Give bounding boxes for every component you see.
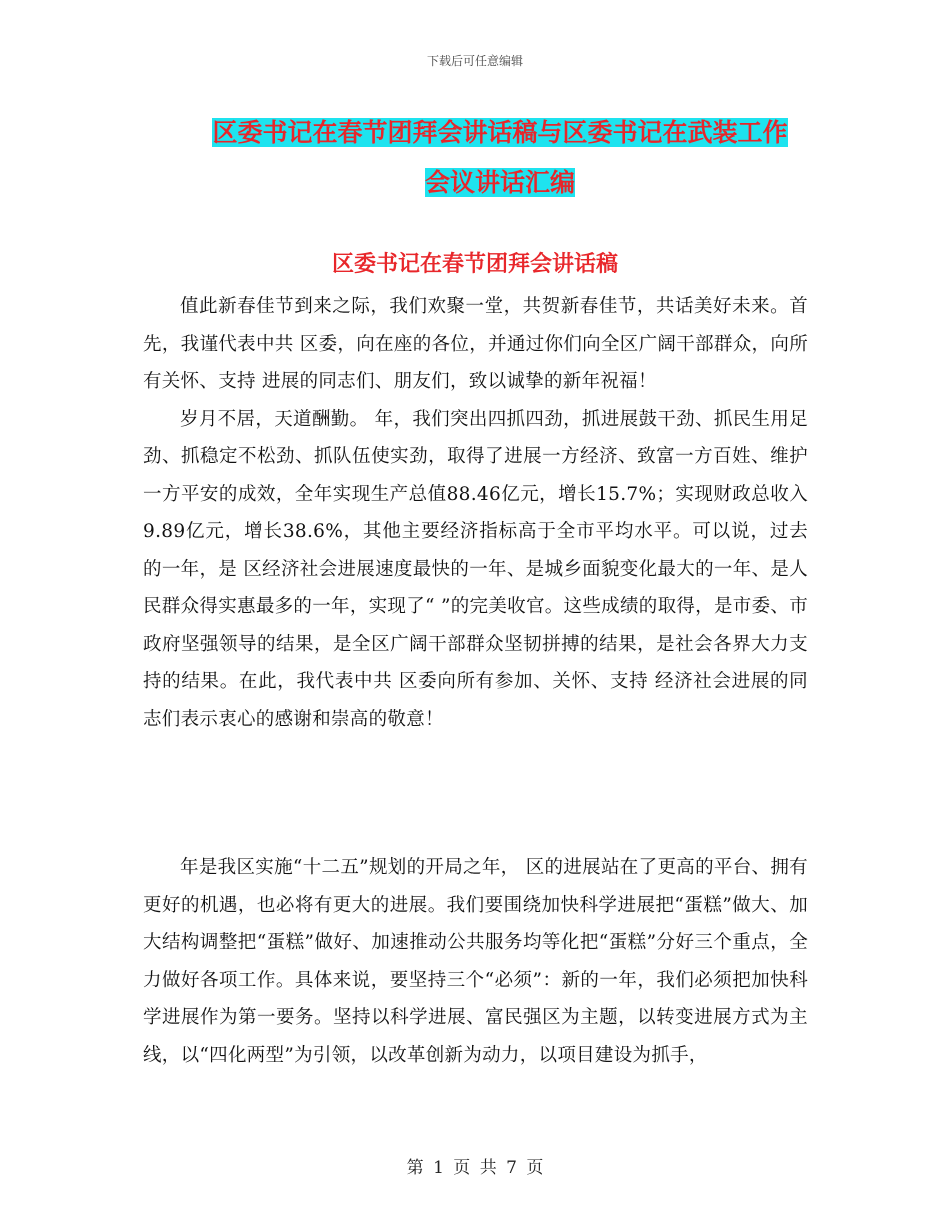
page-footer: 第 1 页 共 7 页 [406, 1158, 544, 1178]
document-title [180, 108, 820, 208]
title-line-2: 会议讲话汇编 [424, 168, 575, 197]
paragraph-3: 年是我区实施“十二五”规划的开局之年， 区的进展站在了更高的平台、拥有更好的机遇，也必将有更大的进展。我们要围绕加快科学进展把“蛋糕”做大、加大结构调整把“蛋糕”做好、加速推动公共服务均等化把“蛋糕”分好三个重点，全力做好各项工作。具体来说，要坚持三个“必须”：新的一年，我们必须把加快科学进展作为第一要务。坚持以科学进展、富民强区为主题，以转变进展方式为主线，以“四化两型”为引领，以改革创新为动力，以项目建设为抓手， [143, 857, 808, 1066]
title-line-1: 区委书记在春节团拜会讲话稿与区委书记在武装工作 [212, 118, 788, 147]
page-header: 下载后可任意编辑 [426, 54, 523, 68]
paragraph-1: 值此新春佳节到来之际，我们欢聚一堂，共贺新春佳节，共话美好未来。首先，我谨代表中共 区委，向在座的各位，并通过你们向全区广阔干部群众，向所有关怀、支持 进展的同志们、朋友们，致以诚挚的新年祝福！ [143, 296, 808, 392]
body-block-1 [143, 288, 808, 738]
paragraph-2: 岁月不居，天道酬勤。 年，我们突出四抓四劲，抓进展鼓干劲、抓民生用足劲、抓稳定不松劲、抓队伍使实劲，取得了进展一方经济、致富一方百姓、维护一方平安的成效，全年实现生产总值88.46亿元，增长15.7%；实现财政总收入9.89亿元，增长38.6%，其他主要经济指标高于全市平均水平。可以说，过去的一年，是 区经济社会进展速度最快的一年、是城乡面貌变化最大的一年、是人民群众得实惠最多的一年，实现了“ ”的完美收官。这些成绩的取得，是市委、市政府坚强领导的结果，是全区广阔干部群众坚韧拼搏的结果，是社会各界大力支持的结果。在此，我代表中共 区委向所有参加、关怀、支持 经济社会进展的同志们表示衷心的感谢和崇高的敬意！ [143, 408, 808, 730]
body-block-2 [143, 849, 808, 1074]
section-title: 区委书记在春节团拜会讲话稿 [331, 252, 618, 277]
